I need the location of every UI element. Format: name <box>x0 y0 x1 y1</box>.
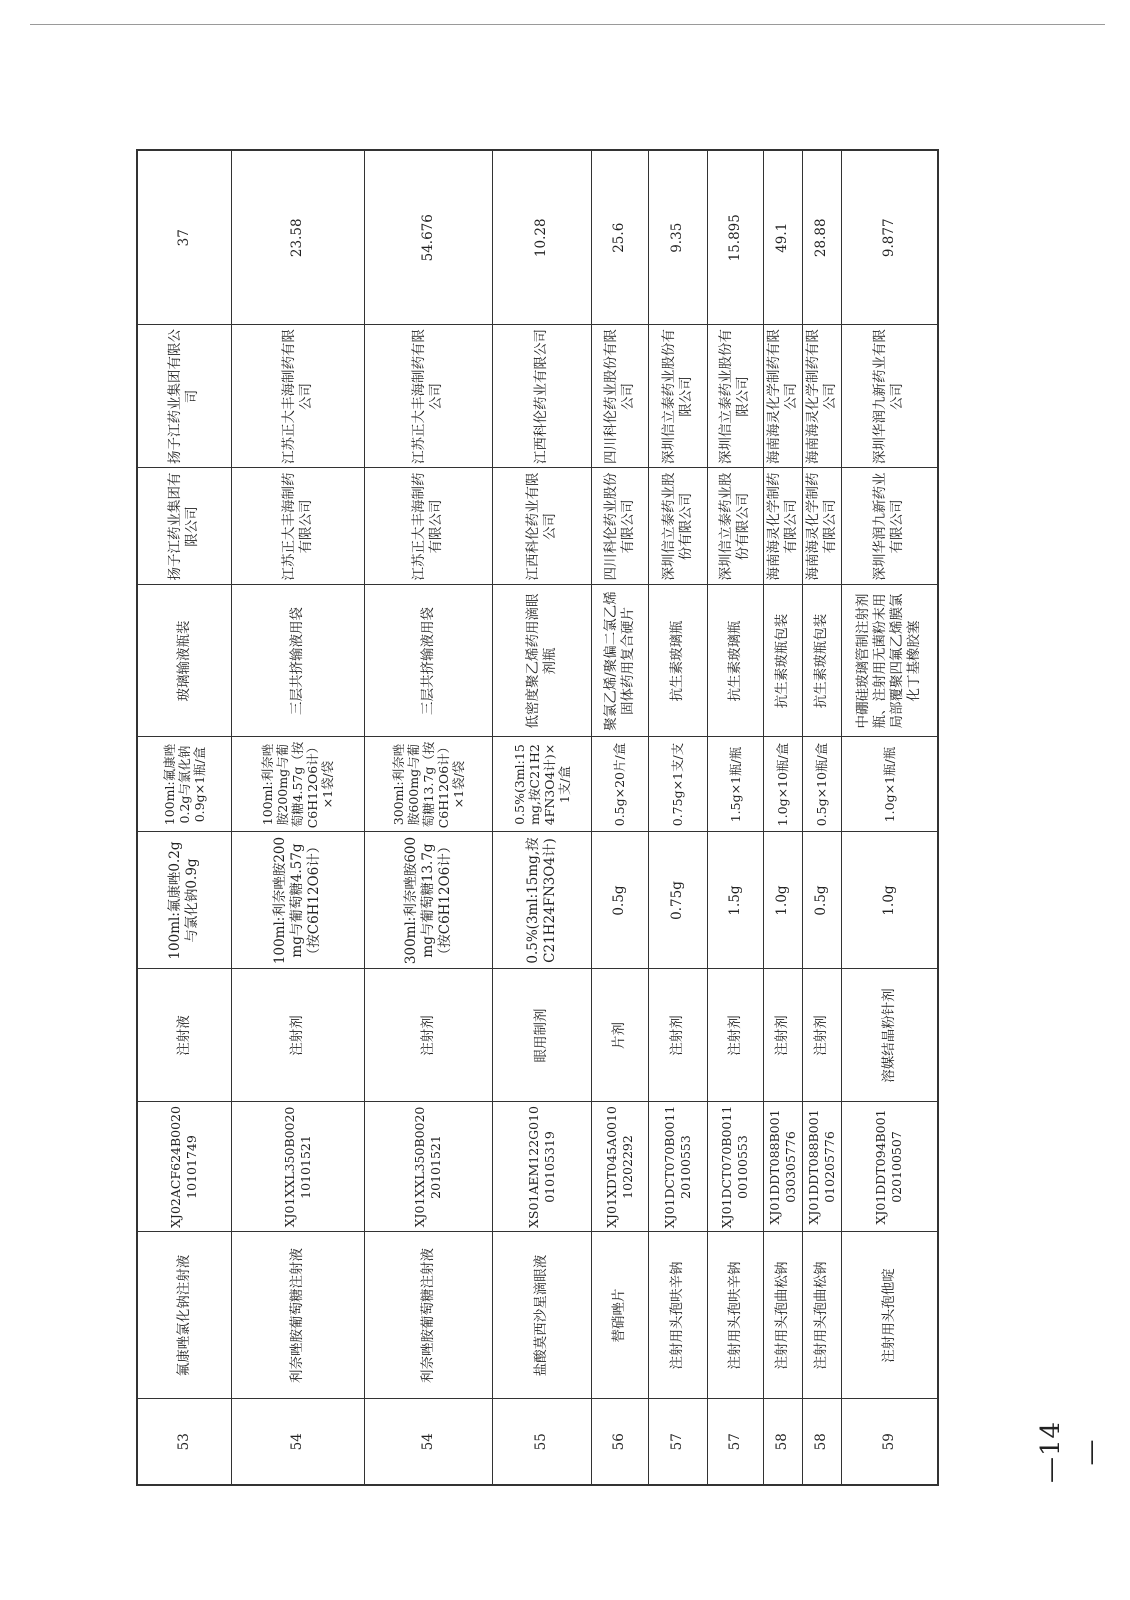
price-cell: 28.88 <box>802 150 841 325</box>
license-holder-cell: 江苏正大丰海制药有限公司 <box>364 468 492 585</box>
drug-code-cell: XJ01XXL350B002020101521 <box>364 1102 492 1232</box>
dosage-form-cell: 注射剂 <box>231 969 364 1102</box>
drug-price-table <box>136 149 939 1486</box>
specification-cell: 100ml:利奈唑胺200mg与葡萄糖4.57g（按C6H12O6计） <box>231 832 364 969</box>
drug-name-cell: 注射用头孢曲松钠 <box>802 1232 841 1399</box>
top-rule <box>30 24 1105 25</box>
table-row <box>841 150 938 1485</box>
row-number-cell: 58 <box>802 1399 841 1485</box>
drug-name-cell: 注射用头孢呋辛钠 <box>707 1232 763 1399</box>
row-number-cell: 53 <box>137 1399 231 1485</box>
packaging-material-cell: 抗生素玻瓶包装 <box>763 585 802 737</box>
dosage-form-cell: 溶媒结晶粉针剂 <box>841 969 938 1102</box>
row-number-cell: 59 <box>841 1399 938 1485</box>
manufacturer-cell: 江西科伦药业有限公司 <box>492 325 591 468</box>
specification-cell: 100ml:氟康唑0.2g与氯化钠0.9g <box>137 832 231 969</box>
packaging-cell: 0.5g×10瓶/盒 <box>802 737 841 832</box>
row-number-cell: 56 <box>591 1399 648 1485</box>
packaging-material-cell: 低密度聚乙烯药用滴眼剂瓶 <box>492 585 591 737</box>
table-row <box>591 150 648 1485</box>
specification-cell: 0.5%(3ml:15mg,按C21H24FN3O4计) <box>492 832 591 969</box>
row-number-cell: 54 <box>364 1399 492 1485</box>
drug-name-cell: 注射用头孢他啶 <box>841 1232 938 1399</box>
license-holder-cell: 深圳信立泰药业股份有限公司 <box>707 468 763 585</box>
table-row <box>231 150 364 1485</box>
specification-cell: 0.75g <box>648 832 707 969</box>
dosage-form-cell: 注射剂 <box>364 969 492 1102</box>
manufacturer-cell: 深圳信立泰药业股份有限公司 <box>707 325 763 468</box>
price-cell: 15.895 <box>707 150 763 325</box>
packaging-material-cell: 聚氯乙烯/聚偏二氯乙烯固体药用复合硬片 <box>591 585 648 737</box>
license-holder-cell: 江苏正大丰海制药有限公司 <box>231 468 364 585</box>
dosage-form-cell: 注射剂 <box>707 969 763 1102</box>
license-holder-cell: 江西科伦药业有限公司 <box>492 468 591 585</box>
drug-name-cell: 盐酸莫西沙星滴眼液 <box>492 1232 591 1399</box>
specification-cell: 1.5g <box>707 832 763 969</box>
drug-name-cell: 氟康唑氯化钠注射液 <box>137 1232 231 1399</box>
manufacturer-cell: 江苏正大丰海制药有限公司 <box>231 325 364 468</box>
specification-cell: 1.0g <box>841 832 938 969</box>
packaging-material-cell: 玻璃输液瓶装 <box>137 585 231 737</box>
manufacturer-cell: 扬子江药业集团有限公司 <box>137 325 231 468</box>
packaging-material-cell: 抗生素玻璃瓶 <box>648 585 707 737</box>
table-row <box>707 150 763 1485</box>
specification-cell: 0.5g <box>802 832 841 969</box>
table-row <box>364 150 492 1485</box>
table-row <box>492 150 591 1485</box>
dosage-form-cell: 注射剂 <box>648 969 707 1102</box>
packaging-cell: 100ml:利奈唑胺200mg与葡萄糖4.57g（按C6H12O6计）×1袋/袋 <box>231 737 364 832</box>
price-cell: 54.676 <box>364 150 492 325</box>
dosage-form-cell: 注射剂 <box>763 969 802 1102</box>
packaging-material-cell: 三层共挤输液用袋 <box>231 585 364 737</box>
license-holder-cell: 扬子江药业集团有限公司 <box>137 468 231 585</box>
specification-cell: 0.5g <box>591 832 648 969</box>
drug-code-cell: XJ01DDT088B001010205776 <box>802 1102 841 1232</box>
table-row <box>802 150 841 1485</box>
row-number-cell: 57 <box>648 1399 707 1485</box>
packaging-cell: 1.0g×10瓶/盒 <box>763 737 802 832</box>
drug-code-cell: XJ01XDT045A001010202292 <box>591 1102 648 1232</box>
drug-name-cell: 利奈唑胺葡萄糖注射液 <box>231 1232 364 1399</box>
drug-code-cell: XJ01DDT094B001020100507 <box>841 1102 938 1232</box>
manufacturer-cell: 海南海灵化学制药有限公司 <box>802 325 841 468</box>
manufacturer-cell: 海南海灵化学制药有限公司 <box>763 325 802 468</box>
packaging-cell: 0.5g×20片/盒 <box>591 737 648 832</box>
specification-cell: 1.0g <box>763 832 802 969</box>
manufacturer-cell: 江苏正大丰海制药有限公司 <box>364 325 492 468</box>
drug-code-cell: XS01AEM122G010010105319 <box>492 1102 591 1232</box>
license-holder-cell: 海南海灵化学制药有限公司 <box>763 468 802 585</box>
packaging-cell: 0.75g×1支/支 <box>648 737 707 832</box>
license-holder-cell: 海南海灵化学制药有限公司 <box>802 468 841 585</box>
license-holder-cell: 深圳华润九新药业有限公司 <box>841 468 938 585</box>
row-number-cell: 58 <box>763 1399 802 1485</box>
packaging-cell: 1.5g×1瓶/瓶 <box>707 737 763 832</box>
price-cell: 10.28 <box>492 150 591 325</box>
price-cell: 25.6 <box>591 150 648 325</box>
price-cell: 37 <box>137 150 231 325</box>
license-holder-cell: 四川科伦药业股份有限公司 <box>591 468 648 585</box>
packaging-cell: 0.5%(3ml:15mg,按C21H24FN3O4计)×1支/盒 <box>492 737 591 832</box>
price-cell: 9.35 <box>648 150 707 325</box>
rotated-page <box>136 151 936 1486</box>
drug-name-cell: 利奈唑胺葡萄糖注射液 <box>364 1232 492 1399</box>
packaging-cell: 300ml:利奈唑胺600mg与葡萄糖13.7g（按C6H12O6计）×1袋/袋 <box>364 737 492 832</box>
manufacturer-cell: 深圳信立泰药业股份有限公司 <box>648 325 707 468</box>
packaging-cell: 100ml:氟康唑0.2g与氯化钠0.9g×1瓶/盒 <box>137 737 231 832</box>
price-cell: 49.1 <box>763 150 802 325</box>
row-number-cell: 55 <box>492 1399 591 1485</box>
drug-code-cell: XJ01DCT070B001120100553 <box>648 1102 707 1232</box>
drug-code-cell: XJ01DDT088B001030305776 <box>763 1102 802 1232</box>
row-number-cell: 57 <box>707 1399 763 1485</box>
price-cell: 9.877 <box>841 150 938 325</box>
dosage-form-cell: 片剂 <box>591 969 648 1102</box>
packaging-material-cell: 三层共挤输液用袋 <box>364 585 492 737</box>
dosage-form-cell: 注射液 <box>137 969 231 1102</box>
dosage-form-cell: 注射剂 <box>802 969 841 1102</box>
packaging-material-cell: 中硼硅玻璃管制注射剂瓶、注射用无菌粉末用局部覆聚四氟乙烯膜氯化丁基橡胶塞 <box>841 585 938 737</box>
specification-cell: 300ml:利奈唑胺600mg与葡萄糖13.7g（按C6H12O6计） <box>364 832 492 969</box>
manufacturer-cell: 深圳华润九新药业有限公司 <box>841 325 938 468</box>
license-holder-cell: 深圳信立泰药业股份有限公司 <box>648 468 707 585</box>
packaging-material-cell: 抗生素玻瓶包装 <box>802 585 841 737</box>
drug-code-cell: XJ02ACF624B002010101749 <box>137 1102 231 1232</box>
drug-name-cell: 注射用头孢呋辛钠 <box>648 1232 707 1399</box>
price-cell: 23.58 <box>231 150 364 325</box>
drug-name-cell: 替硝唑片 <box>591 1232 648 1399</box>
drug-code-cell: XJ01DCT070B001100100553 <box>707 1102 763 1232</box>
drug-name-cell: 注射用头孢曲松钠 <box>763 1232 802 1399</box>
packaging-material-cell: 抗生素玻璃瓶 <box>707 585 763 737</box>
dosage-form-cell: 眼用制剂 <box>492 969 591 1102</box>
manufacturer-cell: 四川科伦药业股份有限公司 <box>591 325 648 468</box>
table-row <box>137 150 231 1485</box>
table-row <box>763 150 802 1485</box>
table-body <box>137 150 938 1485</box>
table-row <box>648 150 707 1485</box>
drug-code-cell: XJ01XXL350B002010101521 <box>231 1102 364 1232</box>
packaging-cell: 1.0g×1瓶/瓶 <box>841 737 938 832</box>
page-number: —14— <box>1036 1420 1106 1484</box>
row-number-cell: 54 <box>231 1399 364 1485</box>
